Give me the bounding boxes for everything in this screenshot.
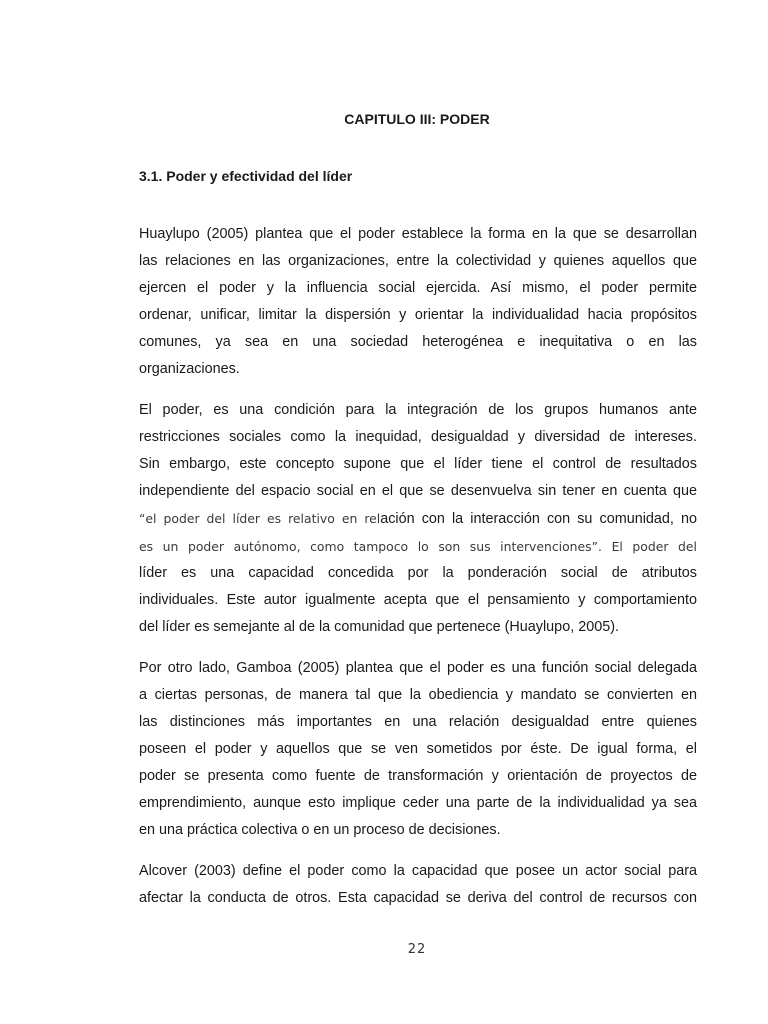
paragraph-1 — [139, 221, 697, 383]
text-line: poder se presenta como fuente de transformación y orientación de proyectos de — [139, 768, 697, 784]
paragraph-4 — [139, 858, 697, 912]
text-line: comunes, ya sea en una sociedad heterogénea e inequitativa o en las — [139, 334, 697, 350]
text-segment: ación con la interacción con su comunidad, no — [380, 511, 697, 527]
paragraph-2 — [139, 397, 697, 641]
body-text — [139, 221, 697, 926]
text-line: Sin embargo, este concepto supone que el líder tiene el control de resultados — [139, 456, 697, 472]
paragraph-3 — [139, 655, 697, 844]
chapter-title: CAPITULO III: PODER — [344, 111, 490, 127]
text-line: Huaylupo (2005) plantea que el poder establece la forma en la que se desarrollan — [139, 226, 697, 242]
text-line: individuales. Este autor igualmente acepta que el pensamiento y comportamiento — [139, 592, 697, 608]
text-line: poseen el poder y aquellos que se ven sometidos por éste. De igual forma, el — [139, 741, 697, 757]
section-heading: 3.1. Poder y efectividad del líder — [139, 168, 353, 184]
text-line: líder es una capacidad concedida por la ponderación social de atributos — [139, 565, 697, 581]
text-line: El poder, es una condición para la integración de los grupos humanos ante — [139, 402, 697, 418]
text-line: Alcover (2003) define el poder como la capacidad que posee un actor social para — [139, 863, 697, 879]
text-line: las relaciones en las organizaciones, entre la colectividad y quienes aquellos que — [139, 253, 697, 269]
text-line: afectar la conducta de otros. Esta capacidad se deriva del control de recursos con — [139, 890, 697, 906]
page-number: 22 — [407, 942, 427, 957]
quote-segment: “el poder del líder es relativo en rel — [139, 511, 381, 526]
text-line: a ciertas personas, de manera tal que la obediencia y mandato se convierten en — [139, 687, 697, 703]
text-line: independiente del espacio social en el que se desenvuelva sin tener en cuenta que — [139, 483, 697, 499]
text-line-with-quote — [139, 505, 697, 533]
text-line: ejercen el poder y la influencia social ejercida. Así mismo, el poder permite — [139, 280, 697, 296]
text-line: las distinciones más importantes en una relación desigualdad entre quienes — [139, 714, 697, 730]
text-line: ordenar, unificar, limitar la dispersión y orientar la individualidad hacia propósitos — [139, 307, 697, 323]
text-line: Por otro lado, Gamboa (2005) plantea que el poder es una función social delegada — [139, 660, 697, 676]
quote-line: es un poder autónomo, como tampoco lo son sus intervenciones”. El poder del — [139, 539, 697, 554]
text-line: del líder es semejante al de la comunidad que pertenece (Huaylupo, 2005). — [139, 619, 619, 635]
text-line: emprendimiento, aunque esto implique ceder una parte de la individualidad ya sea — [139, 795, 697, 811]
text-line: en una práctica colectiva o en un proceso de decisiones. — [139, 822, 501, 838]
text-line: organizaciones. — [139, 361, 240, 377]
text-line: restricciones sociales como la inequidad, desigualdad y diversidad de intereses. — [139, 429, 697, 445]
